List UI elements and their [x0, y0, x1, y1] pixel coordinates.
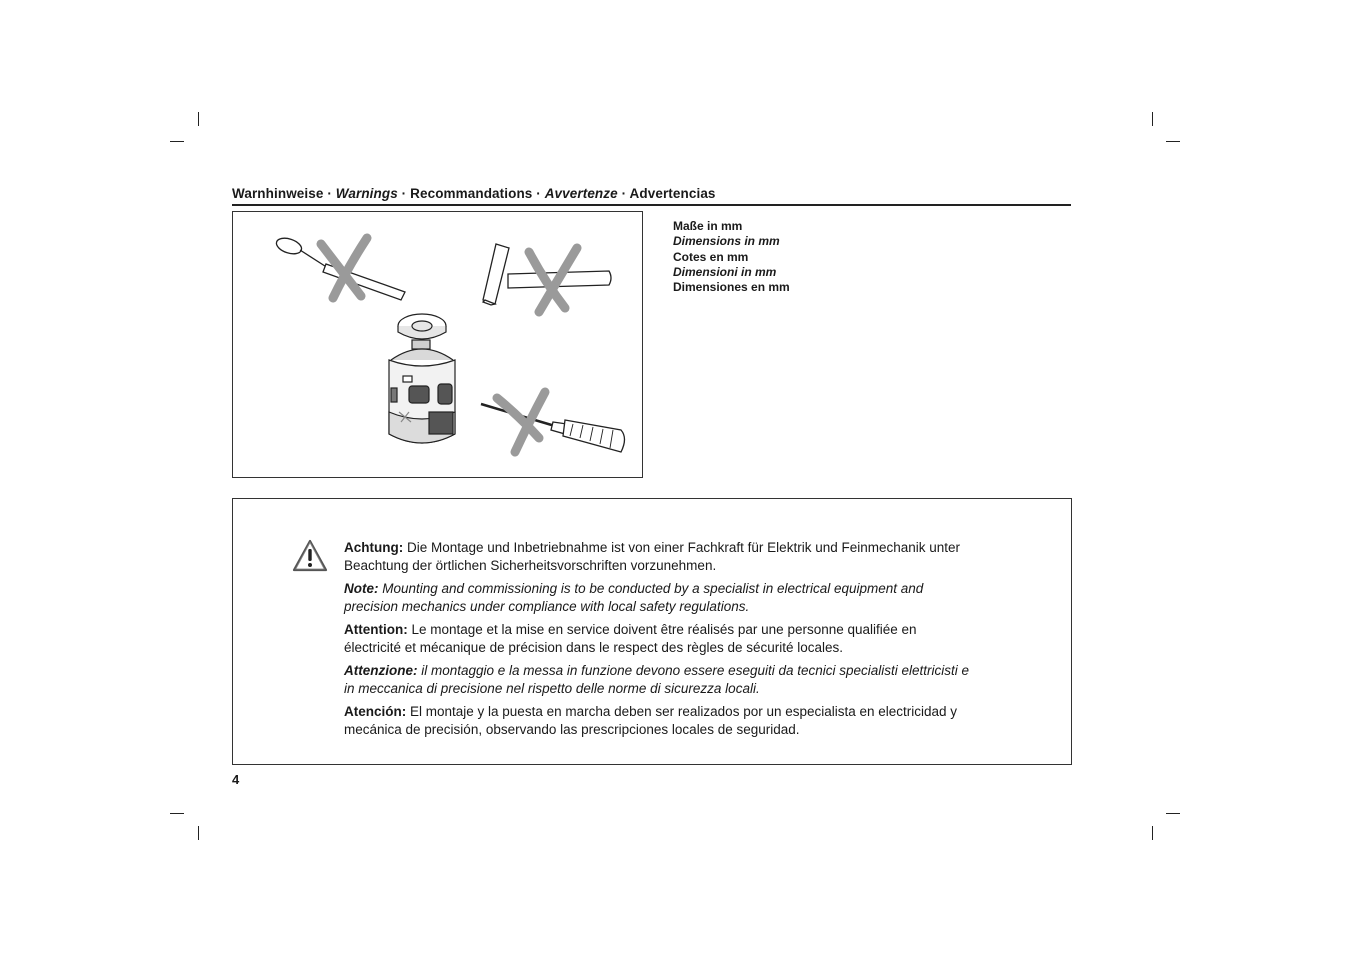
dimensions-de: Maße in mm	[673, 219, 743, 233]
crop-mark	[1152, 112, 1153, 126]
warning-es-text: El montaje y la puesta en marcha deben ser realizados por un especialista en electricidad y mecánica de precisión, observando las prescripciones locales de seguridad.	[344, 704, 958, 737]
crop-mark	[170, 141, 184, 142]
header-it: Avvertenze	[544, 186, 618, 201]
warning-de	[344, 539, 974, 574]
crop-mark	[1166, 141, 1180, 142]
crop-mark	[198, 826, 199, 840]
sensor-device-icon	[389, 314, 455, 443]
header-en: Warnings	[335, 186, 398, 201]
warning-en-text: Mounting and commissioning is to be conducted by a specialist in electrical equipment and precision mechanics under compliance with local safety regulations.	[344, 581, 924, 614]
header-es: · Advertencias	[617, 186, 716, 201]
warning-en-label: Note:	[344, 581, 379, 596]
tools-drawing	[233, 212, 642, 477]
dimensions-it: Dimensioni in mm	[673, 264, 777, 279]
page-header	[232, 186, 1071, 206]
header-fr: · Recommandations ·	[397, 186, 545, 201]
warning-de-label: Achtung:	[344, 540, 404, 555]
warning-es-label: Atención:	[344, 704, 407, 719]
warning-fr	[344, 621, 974, 656]
dimensions-es: Dimensiones en mm	[673, 280, 790, 295]
crop-mark	[198, 112, 199, 126]
warning-en	[344, 580, 974, 615]
crop-mark	[1152, 826, 1153, 840]
warning-de-text: Die Montage und Inbetriebnahme ist von einer Fachkraft für Elektrik und Feinmechanik unter Beachtung der örtlichen Sicherheitsvorschriften vorzunehmen.	[344, 540, 961, 573]
warning-box	[232, 498, 1072, 765]
screwdriver-tool-icon	[481, 404, 625, 452]
dimensions-fr: Cotes en mm	[673, 249, 749, 264]
warning-it	[344, 662, 974, 697]
warning-triangle-icon	[291, 538, 329, 574]
warning-es	[344, 703, 974, 738]
warning-it-text: il montaggio e la messa in funzione devono essere eseguiti da tecnici specialisti elettricisti e in meccanica di precisione nel rispetto delle norme di sicurezza locali.	[344, 663, 970, 696]
warning-fr-label: Attention:	[344, 622, 408, 637]
warning-text	[344, 539, 974, 744]
warning-fr-text: Le montage et la mise en service doivent être réalisés par une personne qualifiée en électricité et mécanique de précision dans le respect des règles de sécurité locales.	[344, 622, 917, 655]
tools-illustration	[232, 211, 643, 478]
dimensions-legend	[673, 219, 790, 295]
page-number: 4	[232, 772, 240, 787]
dimensions-en: Dimensions in mm	[673, 234, 780, 249]
crop-mark	[170, 813, 184, 814]
warning-it-label: Attenzione:	[344, 663, 418, 678]
header-de: Warnhinweise ·	[232, 186, 336, 201]
crop-mark	[1166, 813, 1180, 814]
